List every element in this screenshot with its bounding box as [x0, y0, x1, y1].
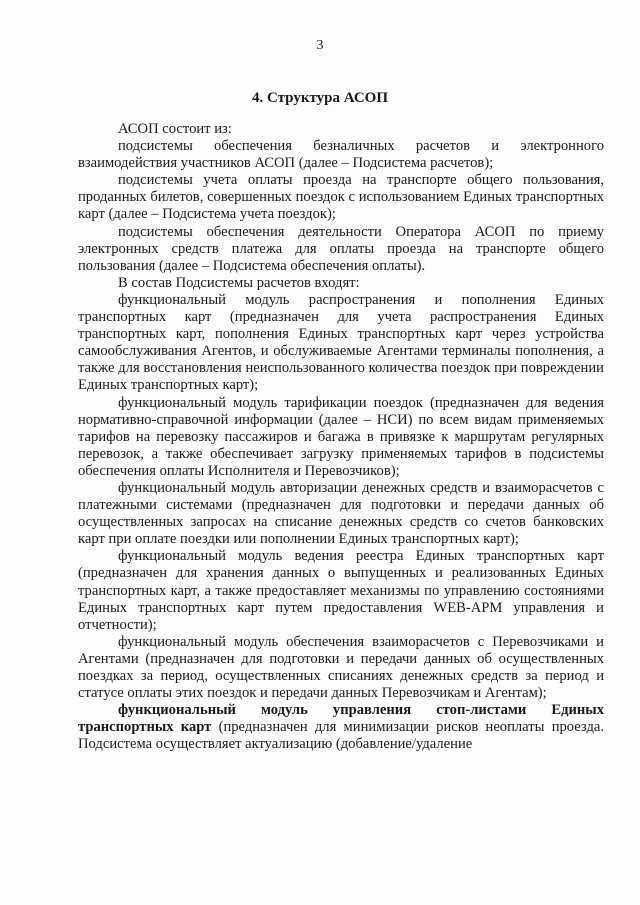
paragraph-module-stoplists [78, 702, 604, 753]
body-text [78, 121, 604, 753]
paragraph-module-tariffs: функциональный модуль тарификации поездок (предназначен для ведения нормативно-справочной информации (далее – НСИ) по всем видам применяемых тарифов на перевозку пассажиров и багажа в привязке к маршрутам регулярных перевозок, а также обеспечивает загрузку применяемых тарифов в подсистемы обеспечения оплаты Исполнителя и Перевозчиков); [78, 394, 604, 479]
section-heading: 4. Структура АСОП [252, 90, 388, 106]
paragraph-subsystem-payments: подсистемы обеспечения безналичных расчетов и электронного взаимодействия участников АСОП (далее – Подсистема расчетов); [78, 138, 604, 172]
page-number: 3 [316, 38, 324, 53]
paragraph-subsystem-trips: подсистемы учета оплаты проезда на транспорте общего пользования, проданных билетов, совершенных поездок с использованием Единых транспортных карт (далее – Подсистема учета поездок); [78, 172, 604, 223]
paragraph-module-authorization: функциональный модуль авторизации денежных средств и взаиморасчетов с платежными системами (предназначен для подготовки и передачи данных об осуществленных запросах на списание денежных средств со счетов банковских карт при оплате поездки или пополнении Единых транспортных карт); [78, 479, 604, 548]
paragraph-payments-contents: В состав Подсистемы расчетов входят: [118, 274, 360, 291]
paragraph-module-distribution: функциональный модуль распространения и пополнения Единых транспортных карт (предназначен для учета распространения Единых транспортных карт, пополнения Единых транспортных карт через устройства самообслуживания Агентов, и обслуживаемые Агентами терминалы пополнения, а также для восстановления неиспользованного количества поездок при повреждении Единых транспортных карт); [78, 291, 604, 394]
paragraph-module-stoplists-bold: функциональный модуль управления стоп-листами Единых транспортных карт [78, 702, 604, 736]
paragraph-module-settlements: функциональный модуль обеспечения взаиморасчетов с Перевозчиками и Агентами (предназначен для подготовки и передачи данных об осуществленных поездках за период, осуществленных списаниях денежных средств за период и статусе оплаты этих поездок и передачи данных Перевозчикам и Агентам); [78, 633, 604, 702]
paragraph-module-stoplists-rest: (предназначен для минимизации рисков неоплаты проезда. Подсистема осуществляет актуализацию (добавление/удаление [78, 719, 604, 753]
paragraph-intro: АСОП состоит из: [118, 121, 232, 137]
paragraph-module-registry: функциональный модуль ведения реестра Единых транспортных карт (предназначен для хранения данных о выпущенных и реализованных Единых транспортных карт, а также предоставляет механизмы по управлению состояниями Единых транспортных карт путем предоставления WEB-АРМ управления и отчетности); [78, 548, 604, 633]
paragraph-subsystem-operator: подсистемы обеспечения деятельности Оператора АСОП по приему электронных средств платежа для оплаты проезда на транспорте общего пользования (далее – Подсистема обеспечения оплаты). [78, 223, 604, 274]
